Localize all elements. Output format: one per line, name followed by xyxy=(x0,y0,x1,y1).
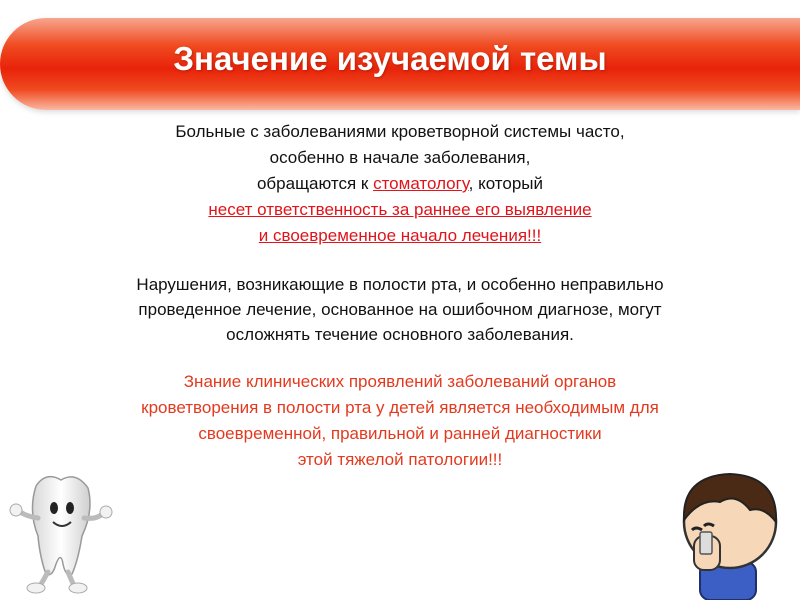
slide-title: Значение изучаемой темы xyxy=(173,40,607,77)
paragraph-treatment-errors xyxy=(40,272,760,347)
p1-line1: Больные с заболеваниями кроветворной системы часто, xyxy=(175,122,625,141)
p1-line3-prefix: обращаются к xyxy=(256,174,374,193)
tooth-character-icon xyxy=(6,466,116,596)
paragraph-knowledge xyxy=(40,369,760,473)
p1-line4: несет ответственность за раннее его выявление xyxy=(208,200,592,219)
p1-line5: и своевременное начало лечения!!! xyxy=(258,226,542,245)
p3-line1: Знание клинических проявлений заболеваний органов xyxy=(183,372,617,391)
p3-line2: кроветворения в полости рта у детей является необходимым для xyxy=(141,398,659,417)
p1-line3 xyxy=(40,171,760,197)
p2-line3: осложнять течение основного заболевания. xyxy=(226,325,574,344)
p1-line3-suffix: , который xyxy=(468,174,544,193)
paragraph-responsibility xyxy=(40,119,760,249)
p3-line4: этой тяжелой патологии!!! xyxy=(297,450,503,469)
p1-line2: особенно в начале заболевания, xyxy=(269,148,531,167)
p3-line3: своевременной, правильной и ранней диагностики xyxy=(198,424,602,443)
boy-with-phone-icon xyxy=(660,462,800,600)
p2-line1: Нарушения, возникающие в полости рта, и особенно неправильно xyxy=(136,275,664,294)
dentist-link[interactable]: стоматологу xyxy=(373,174,469,193)
p2-line2: проведенное лечение, основанное на ошибочном диагнозе, могут xyxy=(138,300,662,319)
